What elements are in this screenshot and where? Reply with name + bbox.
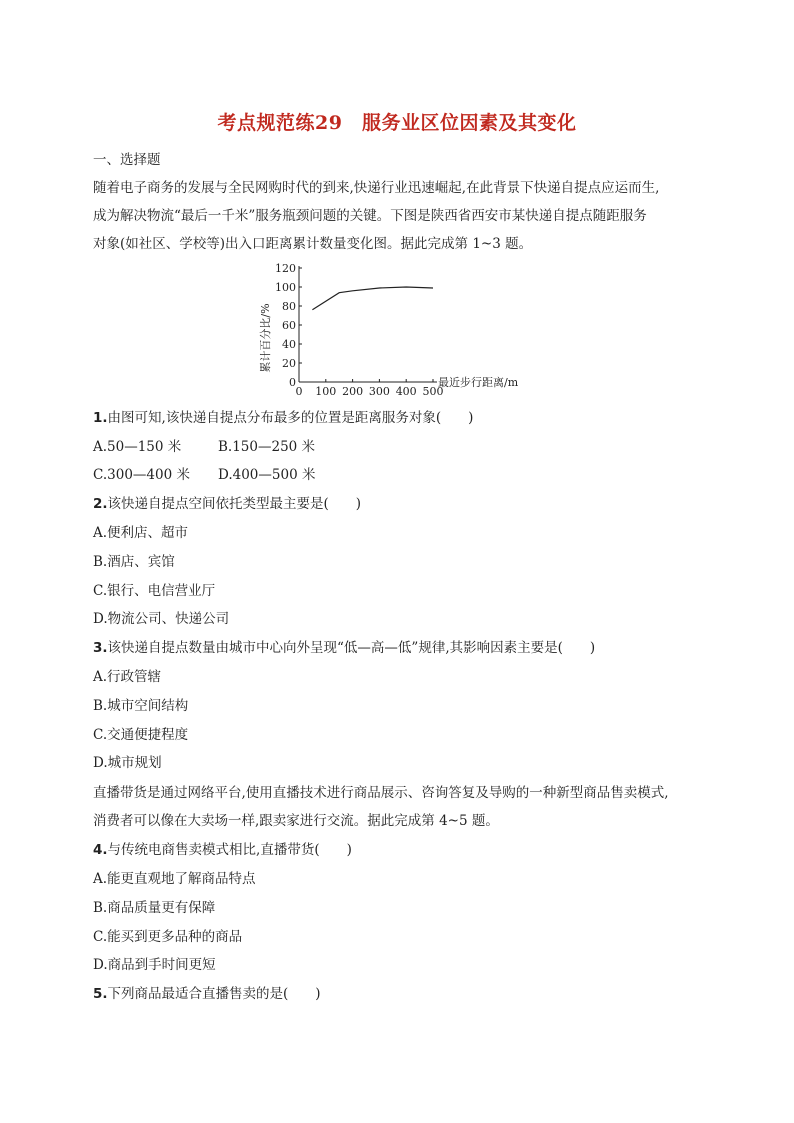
y-tick-label: 40 (282, 338, 296, 351)
question-2-text: 该快递自提点空间依托类型最主要是( ) (107, 496, 362, 512)
q1-option-d[interactable]: D.400—500 米 (218, 467, 316, 483)
section-heading: 一、选择题 (93, 152, 161, 168)
q2-option-a[interactable]: A.便利店、超市 (93, 525, 189, 541)
q4-option-a[interactable]: A.能更直观地了解商品特点 (93, 871, 256, 887)
y-tick-label: 80 (282, 300, 296, 313)
question-4 (93, 840, 352, 860)
y-tick-label: 20 (282, 357, 296, 370)
question-4-number: 4. (93, 842, 108, 858)
x-tick-label: 400 (395, 385, 417, 398)
q2-option-c[interactable]: C.银行、电信营业厅 (93, 583, 216, 599)
passage1-line-3: 对象(如社区、学校等)出入口距离累计数量变化图。据此完成第 1~3 题。 (93, 236, 533, 252)
passage2-line-2: 消费者可以像在大卖场一样,跟卖家进行交流。据此完成第 4~5 题。 (93, 813, 499, 829)
y-axis-label: 累计百分比/% (259, 303, 272, 373)
q1-option-c[interactable]: C.300—400 米 (93, 467, 190, 483)
q4-option-c[interactable]: C.能买到更多品种的商品 (93, 929, 243, 945)
series-line (312, 287, 433, 310)
q3-option-a[interactable]: A.行政管辖 (93, 669, 162, 685)
y-tick-label: 0 (289, 376, 296, 389)
question-3-text: 该快递自提点数量由城市中心向外呈现“低—高—低”规律,其影响因素主要是( ) (107, 640, 596, 656)
question-1-text: 由图可知,该快递自提点分布最多的位置是距离服务对象( ) (107, 410, 474, 426)
y-tick-label: 100 (275, 281, 296, 294)
x-tick-label: 200 (342, 385, 364, 398)
y-tick-label: 120 (275, 262, 296, 275)
x-tick-label: 100 (315, 385, 337, 398)
x-axis-label: 最近步行距离/m (438, 376, 519, 389)
question-1-number: 1. (93, 410, 108, 426)
x-tick-label: 300 (368, 385, 390, 398)
question-2-number: 2. (93, 496, 108, 512)
question-4-text: 与传统电商售卖模式相比,直播带货( ) (107, 842, 352, 858)
x-tick-label: 500 (422, 385, 444, 398)
q1-option-a[interactable]: A.50—150 米 (93, 439, 182, 455)
question-1 (93, 408, 473, 428)
y-tick-label: 60 (282, 319, 296, 332)
page-title: 考点规范练29 服务业区位因素及其变化 (217, 112, 577, 134)
question-3 (93, 638, 595, 658)
q4-option-b[interactable]: B.商品质量更有保障 (93, 900, 216, 916)
passage1-line-2: 成为解决物流“最后一千米”服务瓶颈问题的关键。下图是陕西省西安市某快递自提点随距服务 (93, 208, 647, 224)
question-2 (93, 494, 361, 514)
q2-option-b[interactable]: B.酒店、宾馆 (93, 554, 175, 570)
cumulative-distance-chart (250, 260, 550, 400)
passage2-line-1: 直播带货是通过网络平台,使用直播技术进行商品展示、咨询答复及导购的一种新型商品售卖模式, (93, 785, 669, 801)
question-3-number: 3. (93, 640, 108, 656)
q1-option-b[interactable]: B.150—250 米 (218, 439, 316, 455)
question-5-number: 5. (93, 986, 108, 1002)
q3-option-c[interactable]: C.交通便捷程度 (93, 727, 189, 743)
q3-option-b[interactable]: B.城市空间结构 (93, 698, 189, 714)
x-tick-label: 0 (295, 385, 303, 398)
question-5 (93, 984, 321, 1004)
q2-option-d[interactable]: D.物流公司、快递公司 (93, 611, 230, 627)
q3-option-d[interactable]: D.城市规划 (93, 755, 162, 771)
q4-option-d[interactable]: D.商品到手时间更短 (93, 957, 216, 973)
question-5-text: 下列商品最适合直播售卖的是( ) (107, 986, 321, 1002)
passage1-line-1: 随着电子商务的发展与全民网购时代的到来,快递行业迅速崛起,在此背景下快递自提点应运而生, (93, 180, 660, 196)
